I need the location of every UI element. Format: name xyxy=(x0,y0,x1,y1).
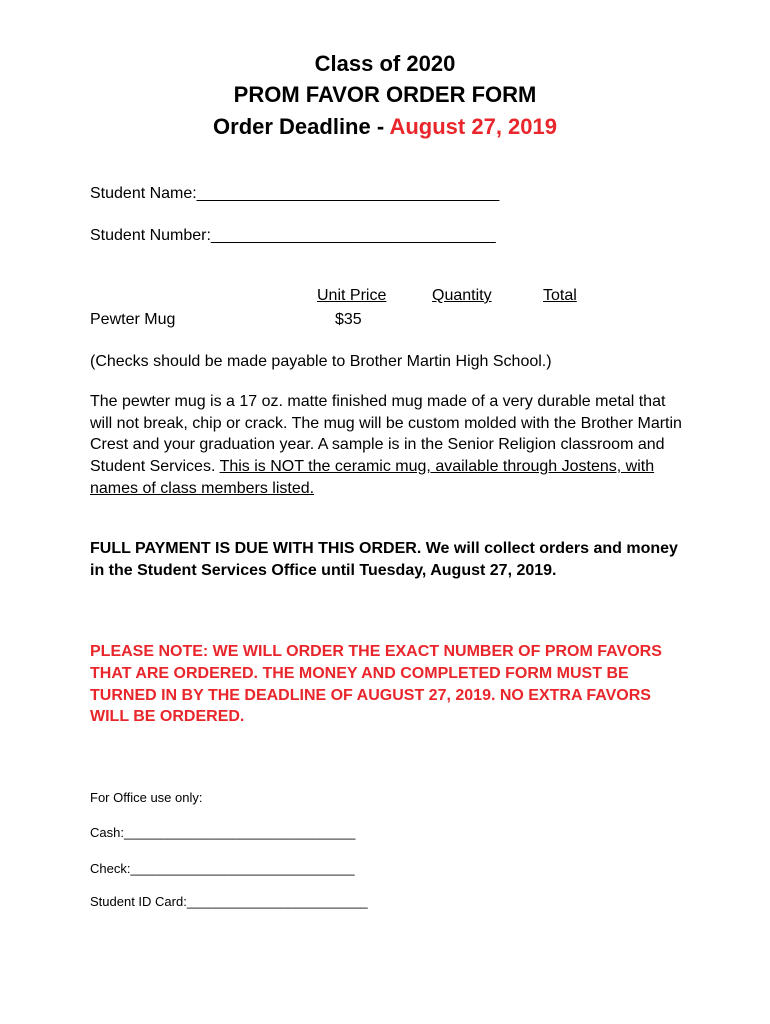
payment-notice: FULL PAYMENT IS DUE WITH THIS ORDER. We will collect orders and money in the Student Services Office until Tuesday, August 27, 2019. xyxy=(90,540,678,579)
checks-note: (Checks should be made payable to Brother Martin High School.) xyxy=(90,353,552,370)
unit-price-header: Unit Price xyxy=(317,287,387,304)
office-student-id-field[interactable]: Student ID Card:_________________________ xyxy=(90,894,368,909)
item-price: $35 xyxy=(335,311,362,328)
student-number-field[interactable]: Student Number:________________________________ xyxy=(90,227,496,244)
quantity-header: Quantity xyxy=(432,287,492,304)
office-check-field[interactable]: Check:_______________________________ xyxy=(90,861,355,876)
total-header: Total xyxy=(543,287,577,304)
office-use-heading: For Office use only: xyxy=(90,790,203,805)
form-title: PROM FAVOR ORDER FORM xyxy=(233,82,537,107)
description-text: The pewter mug is a 17 oz. matte finished mug made of a very durable metal that will not break, chip or crack. The mug will be custom molded with the Brother Martin Crest and your graduation year. A sample is in the Senior Religion classroom and Student Services. xyxy=(90,393,682,476)
deadline-title xyxy=(0,111,770,143)
office-cash-field[interactable]: Cash:________________________________ xyxy=(90,825,356,840)
class-title: Class of 2020 xyxy=(314,51,456,76)
please-note: PLEASE NOTE: WE WILL ORDER THE EXACT NUMBER OF PROM FAVORS THAT ARE ORDERED. THE MONEY AND COMPLETED FORM MUST BE TURNED IN BY THE DEADLINE OF AUGUST 27, 2019. NO EXTRA FAVORS WILL BE ORDERED. xyxy=(90,643,662,726)
deadline-label: Order Deadline - xyxy=(213,114,390,139)
description-underlined: This is NOT the ceramic mug, available through Jostens, with names of class members listed. xyxy=(90,458,655,497)
student-name-field[interactable]: Student Name:__________________________________ xyxy=(90,185,500,202)
description-paragraph xyxy=(90,391,690,500)
item-name: Pewter Mug xyxy=(90,311,176,328)
deadline-date: August 27, 2019 xyxy=(389,114,557,139)
